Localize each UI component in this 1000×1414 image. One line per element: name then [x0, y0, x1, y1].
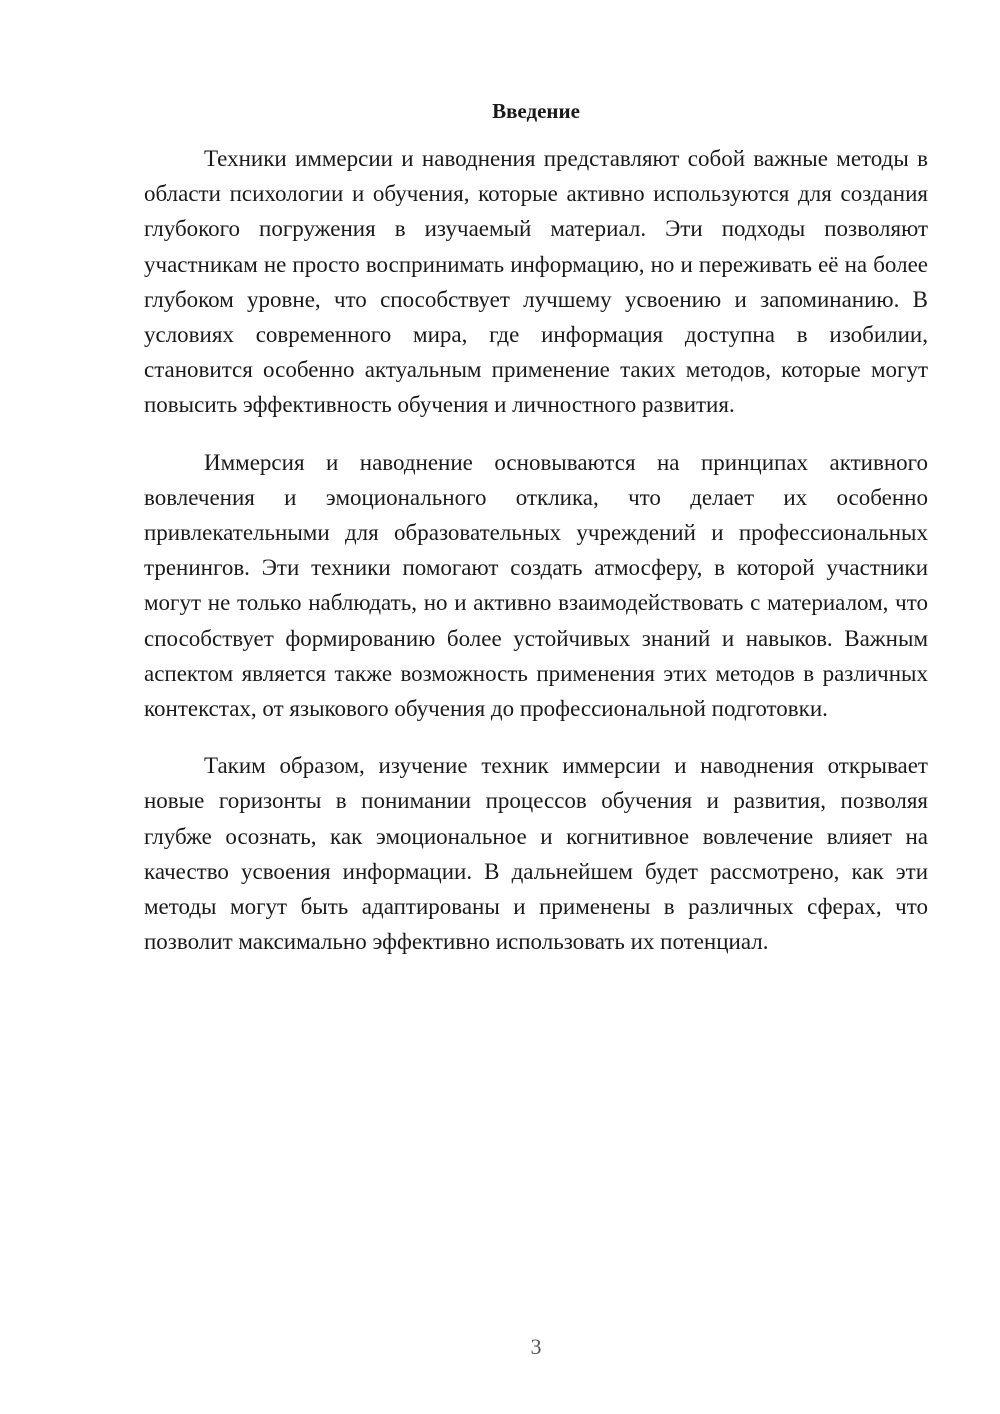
section-heading: Введение: [492, 99, 580, 123]
paragraph-2: Иммерсия и наводнение основываются на принципах активного вовлечения и эмоционального отклика, что делает их особенно привлекательными для образовательных учреждений и профессиональных тренингов. Эти техники помогают создать атмосферу, в которой участники могут не только наблюдать, но и активно взаимодействовать с материалом, что способствует формированию более устойчивых знаний и навыков. Важным аспектом является также возможность применения этих методов в различных контекстах, от языкового обучения до профессиональной подготовки.: [144, 449, 928, 722]
paragraph-1: Техники иммерсии и наводнения представляют собой важные методы в области психологии и обучения, которые активно используются для создания глубокого погружения в изучаемый материал. Эти подходы позволяют участникам не просто воспринимать информацию, но и переживать её на более глубоком уровне, что способствует лучшему усвоению и запоминанию. В условиях современного мира, где информация доступна в изобилии, становится особенно актуальным применение таких методов, которые могут повысить эффективность обучения и личностного развития.: [144, 146, 928, 418]
paragraph-3: Таким образом, изучение техник иммерсии и наводнения открывает новые горизонты в понимании процессов обучения и развития, позволяя глубже осознать, как эмоциональное и когнитивное вовлечение влияет на качество усвоения информации. В дальнейшем будет рассмотрено, как эти методы могут быть адаптированы и применены в различных сферах, что позволит максимально эффективно использовать их потенциал.: [144, 753, 928, 955]
page-number: 3: [530, 1334, 542, 1359]
page-content: [144, 96, 928, 981]
